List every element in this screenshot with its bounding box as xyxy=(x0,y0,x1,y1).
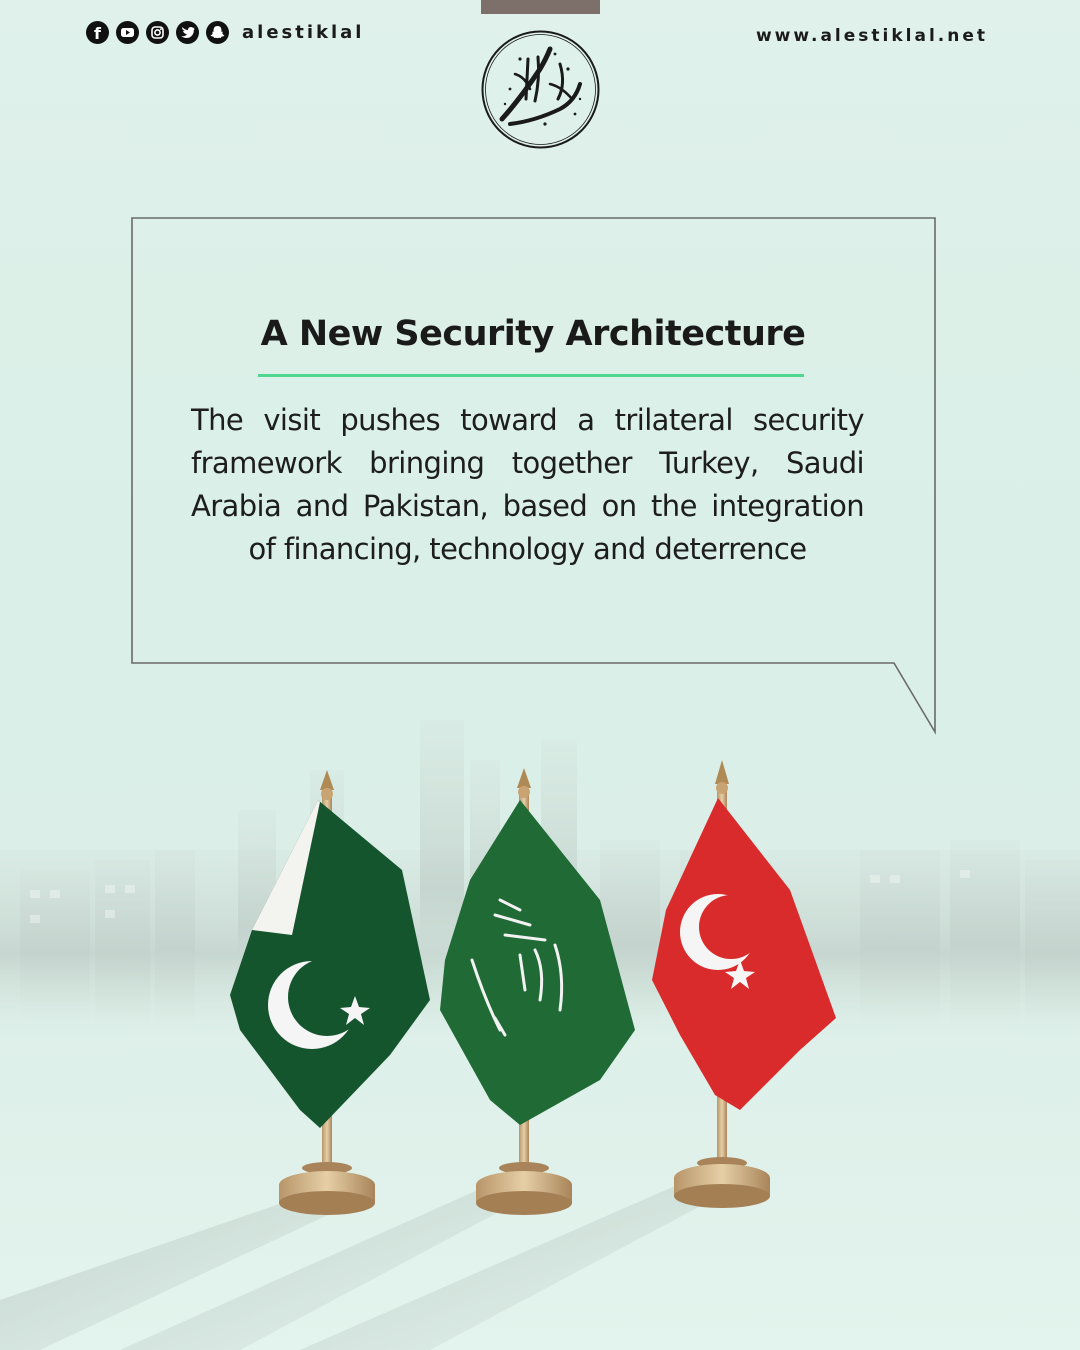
facebook-icon[interactable] xyxy=(86,21,109,44)
snapchat-icon[interactable] xyxy=(206,21,229,44)
card-title: A New Security Architecture xyxy=(260,314,806,354)
top-accent-bar xyxy=(481,0,600,14)
svg-text:f: f xyxy=(94,24,101,43)
social-links xyxy=(86,21,364,44)
youtube-icon[interactable] xyxy=(116,21,139,44)
social-handle[interactable]: alestiklal xyxy=(242,22,365,43)
website-url[interactable]: www.alestiklal.net xyxy=(755,26,988,46)
turkey-flag xyxy=(652,760,836,1208)
card-body-text: The visit pushes toward a trilateral security framework bringing together Turkey, Saudi Arabia and Pakistan, based on the integration of financing, technology and deterrence xyxy=(191,403,864,566)
title-underline xyxy=(258,374,804,377)
flags-photo xyxy=(0,700,1080,1350)
twitter-icon[interactable] xyxy=(176,21,199,44)
saudi-arabia-flag xyxy=(440,768,635,1215)
instagram-icon[interactable] xyxy=(146,21,169,44)
alestiklal-calligraphy-logo xyxy=(480,29,601,150)
